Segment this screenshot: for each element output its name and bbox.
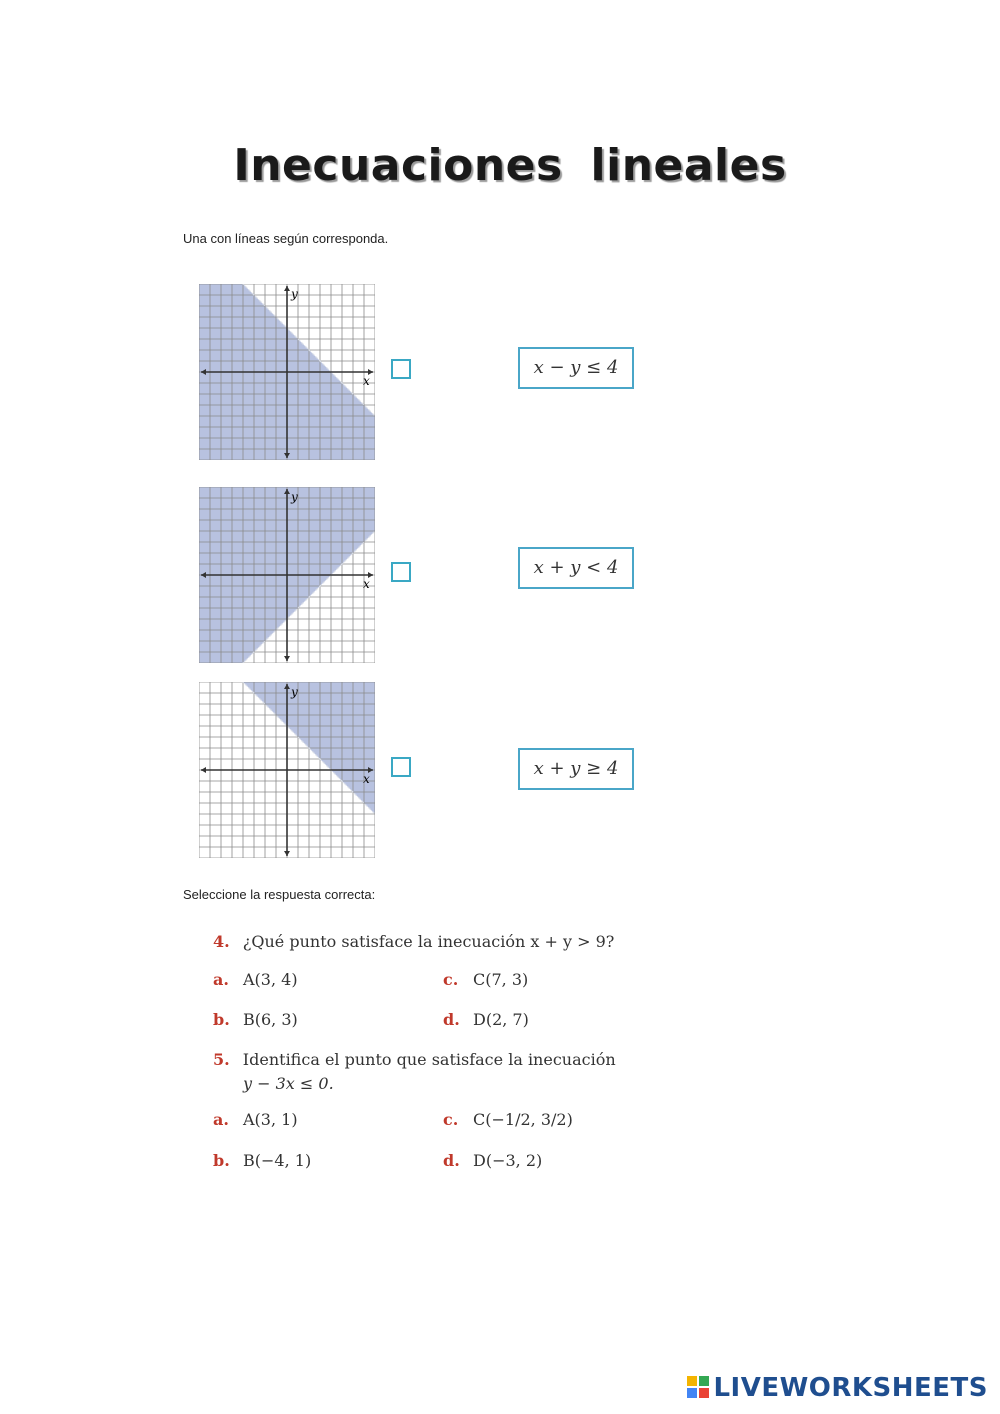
liveworksheets-brand bbox=[687, 1373, 988, 1403]
answer-checkbox-1[interactable] bbox=[391, 359, 411, 379]
inequality-option-3: x + y ≥ 4 bbox=[518, 748, 634, 790]
graph-2 bbox=[199, 487, 375, 663]
match-instruction: Una con líneas según corresponda. bbox=[183, 231, 389, 246]
option-4d[interactable]: d. D(2, 7) bbox=[443, 1010, 529, 1029]
answer-checkbox-3[interactable] bbox=[391, 757, 411, 777]
axis-arrow bbox=[284, 286, 290, 291]
question-4 bbox=[213, 932, 614, 951]
brand-text: LIVEWORKSHEETS bbox=[713, 1373, 988, 1403]
y-axis-label: y bbox=[291, 287, 298, 301]
question-5 bbox=[213, 1050, 616, 1069]
answer-checkbox-2[interactable] bbox=[391, 562, 411, 582]
graph-1 bbox=[199, 284, 375, 460]
axis-arrow bbox=[201, 767, 206, 773]
option-5d[interactable]: d. D(−3, 2) bbox=[443, 1151, 543, 1170]
y-axis-label: y bbox=[291, 490, 298, 504]
question-number: 4. bbox=[213, 932, 230, 951]
question-5-inequality: y − 3x ≤ 0. bbox=[243, 1074, 334, 1093]
x-axis-label: x bbox=[363, 374, 370, 388]
y-axis-label: y bbox=[291, 685, 298, 699]
question-text: ¿Qué punto satisface la inecuación x + y > 9? bbox=[242, 932, 615, 951]
option-4b[interactable]: b. B(6, 3) bbox=[213, 1010, 298, 1029]
inequality-option-1: x − y ≤ 4 bbox=[518, 347, 634, 389]
axis-arrow bbox=[284, 656, 290, 661]
axis-arrow bbox=[284, 851, 290, 856]
graph-3 bbox=[199, 682, 375, 858]
question-text: Identifica el punto que satisface la inecuación bbox=[242, 1050, 616, 1069]
option-4a[interactable]: a. A(3, 4) bbox=[213, 970, 298, 989]
question-number: 5. bbox=[213, 1050, 230, 1069]
option-5c[interactable]: c. C(−1/2, 3/2) bbox=[443, 1110, 573, 1129]
option-4c[interactable]: c. C(7, 3) bbox=[443, 970, 529, 989]
option-5a[interactable]: a. A(3, 1) bbox=[213, 1110, 298, 1129]
liveworksheets-logo-icon bbox=[687, 1376, 709, 1398]
x-axis-label: x bbox=[363, 577, 370, 591]
inequality-option-2: x + y < 4 bbox=[518, 547, 634, 589]
x-axis-label: x bbox=[363, 772, 370, 786]
select-instruction: Seleccione la respuesta correcta: bbox=[183, 887, 376, 902]
page-title: Inecuaciones lineales bbox=[233, 140, 787, 191]
option-5b[interactable]: b. B(−4, 1) bbox=[213, 1151, 312, 1170]
